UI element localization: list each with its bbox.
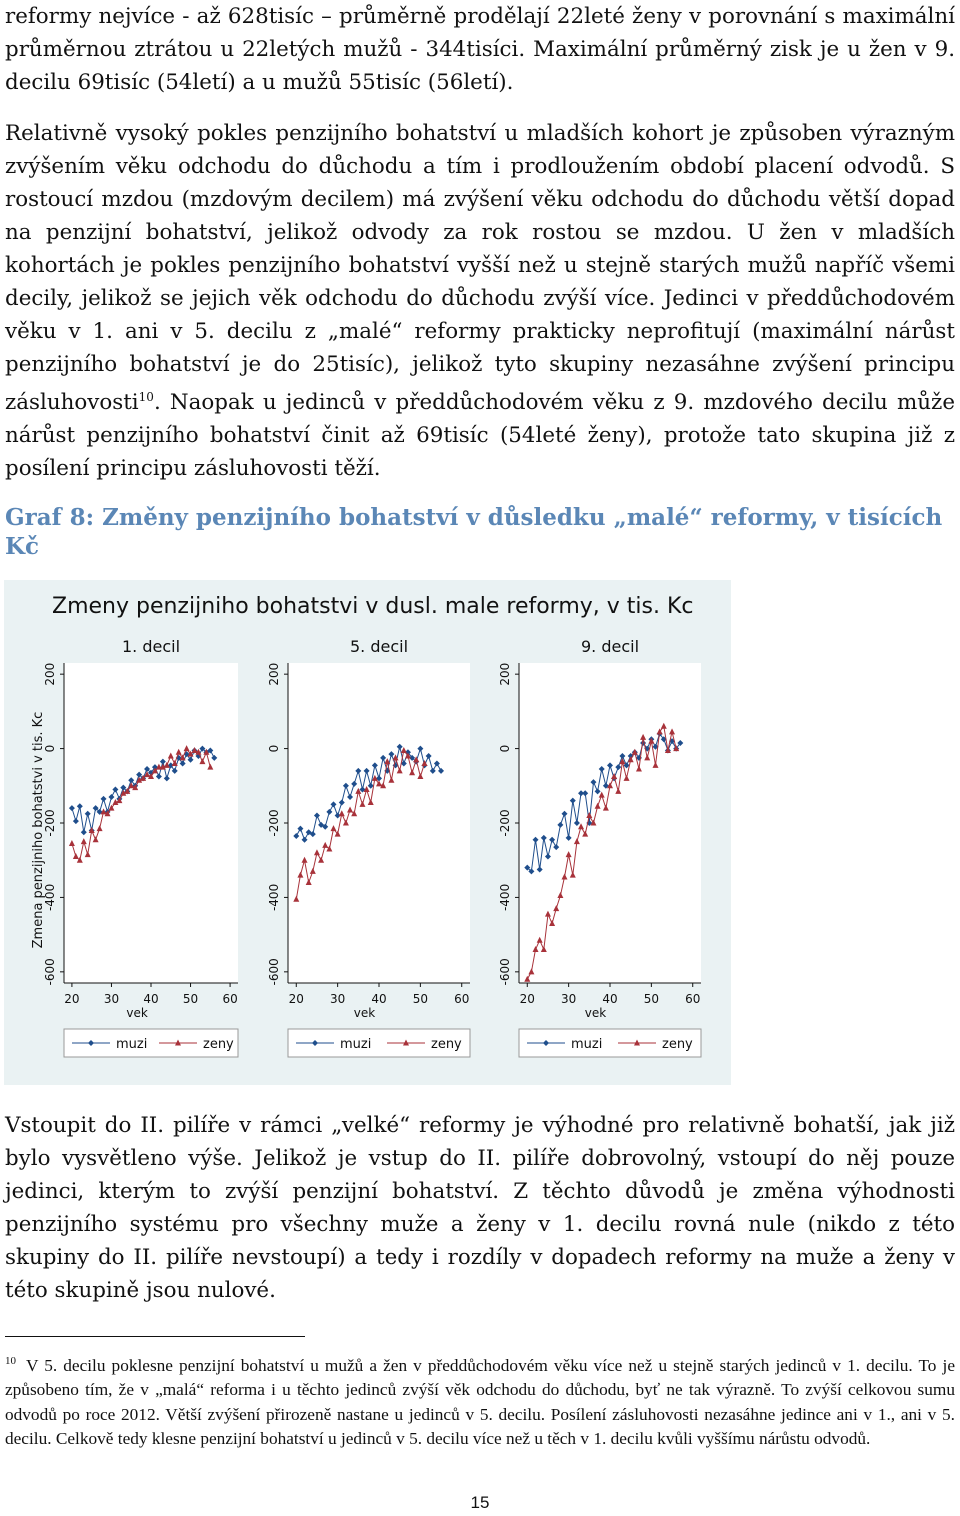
footnote-number: 10: [5, 1355, 16, 1367]
chart-svg: [4, 580, 731, 1085]
y-tick-label: -200: [43, 809, 57, 837]
x-tick-label: 20: [288, 992, 304, 1006]
y-tick-label: 0: [43, 744, 57, 753]
y-tick-label: -400: [43, 883, 57, 912]
chart-figure: [4, 580, 731, 1085]
x-tick-label: 20: [64, 992, 80, 1006]
legend-label-zeny: zeny: [431, 1037, 462, 1052]
y-axis-label: Zmena penzijniho bohatstvi v tis. Kc: [31, 711, 46, 949]
y-tick-label: -400: [267, 883, 281, 912]
x-tick-label: 20: [519, 992, 535, 1006]
x-axis-label: vek: [353, 1006, 376, 1020]
y-tick-label: -400: [498, 883, 512, 912]
paragraph-1: reformy nejvíce - až 628tisíc – průměrně prodělají 22leté ženy v porovnání s maximální průměrnou ztrátou u 22letých mužů - 344tisíci. Maximální průměrný zisk je u žen v 9. decilu 69tisíc (54letí) a u mužů 55tisíc (56letí).: [5, 4, 955, 95]
y-tick-label: -600: [498, 958, 512, 986]
x-tick-label: 60: [222, 992, 238, 1006]
legend-label-muzi: muzi: [571, 1037, 603, 1052]
y-tick-label: -200: [267, 809, 281, 837]
y-tick-label: 200: [498, 662, 512, 686]
legend-label-muzi: muzi: [116, 1037, 148, 1052]
x-tick-label: 30: [103, 992, 120, 1006]
legend-label-zeny: zeny: [662, 1037, 693, 1052]
x-tick-label: 50: [643, 992, 660, 1006]
y-tick-label: 200: [43, 662, 57, 686]
paragraph-2-part-b: . Naopak u jedinců v předdůchodovém věku z 9. mzdového decilu může nárůst penzijního bohatství činit až 69tisíc (54leté ženy), protože tato skupina již z posílení principu zásluhovosti těží.: [5, 390, 955, 482]
x-tick-label: 50: [182, 992, 199, 1006]
y-tick-label: -600: [43, 958, 57, 986]
y-tick-label: 0: [267, 744, 281, 753]
panel-title: 9. decil: [580, 637, 640, 656]
x-tick-label: 30: [560, 992, 577, 1006]
page-number: 15: [470, 1493, 490, 1512]
footnote-reference[interactable]: 10: [138, 390, 154, 404]
panel-title: 1. decil: [121, 637, 181, 656]
plot-area: [519, 663, 701, 983]
x-tick-label: 40: [143, 992, 159, 1006]
x-tick-label: 40: [371, 992, 387, 1006]
x-tick-label: 50: [412, 992, 429, 1006]
x-tick-label: 60: [454, 992, 470, 1006]
x-tick-label: 40: [602, 992, 618, 1006]
legend-label-muzi: muzi: [340, 1037, 372, 1052]
paragraph-2: [5, 117, 955, 485]
y-tick-label: -200: [498, 809, 512, 837]
y-tick-label: 0: [498, 744, 512, 753]
y-tick-label: -600: [267, 958, 281, 986]
paragraph-3: Vstoupit do II. pilíře v rámci „velké“ reformy je výhodné pro relativně bohatší, jak již bylo vysvětleno výše. Jelikož je vstup do II. pilíře dobrovolný, vstoupí do něj pouze jedinci, kterým to zvýší penzijní bohatství. Z těchto důvodů je změna výhodnosti penzijního systému pro všechny muže a ženy v 1. decilu rovná nule (nikdo z této skupiny do II. pilíře nevstoupí) a tedy i rozdíly v dopadech reformy na muže a ženy v této skupině jsou nulové.: [5, 1113, 955, 1303]
x-tick-label: 60: [685, 992, 701, 1006]
x-tick-label: 30: [329, 992, 346, 1006]
footnote-text: V 5. decilu poklesne penzijní bohatství u mužů a žen v předdůchodovém věku více než u stejně starých jedinců v 1. decilu. To je způsobeno tím, že v „malá“ reforma i u těchto jedinců zvýší věk odchodu do důchodu, byť ne tak výrazně. To zvýší celkovou sumu odvodů po roce 2012. Větší zvýšení přirozeně nastane u jedinců v 5. decilu. Posílení zásluhovosti nezasáhne jedince ani v 1., ani v 5. decilu. Celkově tedy klesne penzijní bohatství u jedinců v 5. decilu více než u těch v 1. decilu kvůli vyššímu nárůstu odvodů.: [5, 1356, 955, 1448]
x-axis-label: vek: [584, 1006, 607, 1020]
figure-caption: Graf 8: Změny penzijního bohatství v důsledku „malé“ reformy, v tisících Kč: [5, 504, 943, 560]
x-axis-label: vek: [126, 1006, 148, 1020]
footnote-divider: [5, 1336, 305, 1337]
panel-title: 5. decil: [349, 637, 409, 656]
paragraph-2-part-a: Relativně vysoký pokles penzijního bohatství u mladších kohort je způsoben výrazným zvýšením věku odchodu do důchodu a tím i prodloužením období placení odvodů. S rostoucí mzdou (mzdovým decilem) má zvýšení věku odchodu do důchodu větší dopad na penzijní bohatství, jelikož odvody za rok rostou se mzdou. U žen v mladších kohortách je pokles penzijního bohatství vyšší než u stejně starých mužů napříč všemi decily, jelikož se jejich věk odchodu do důchodu zvýší více. Jedinci v předdůchodovém věku v 1. ani v 5. decilu z „malé“ reformy prakticky neprofitují (maximální nárůst penzijního bohatství je do 25tisíc), jelikož tyto skupiny nezasáhne zvýšení principu zásluhovosti: [5, 121, 955, 416]
y-tick-label: 200: [267, 662, 281, 686]
legend-label-zeny: zeny: [203, 1037, 234, 1052]
footnote: [5, 1349, 955, 1451]
chart-title: Zmeny penzijniho bohatstvi v dusl. male reformy, v tis. Kc: [52, 594, 694, 619]
